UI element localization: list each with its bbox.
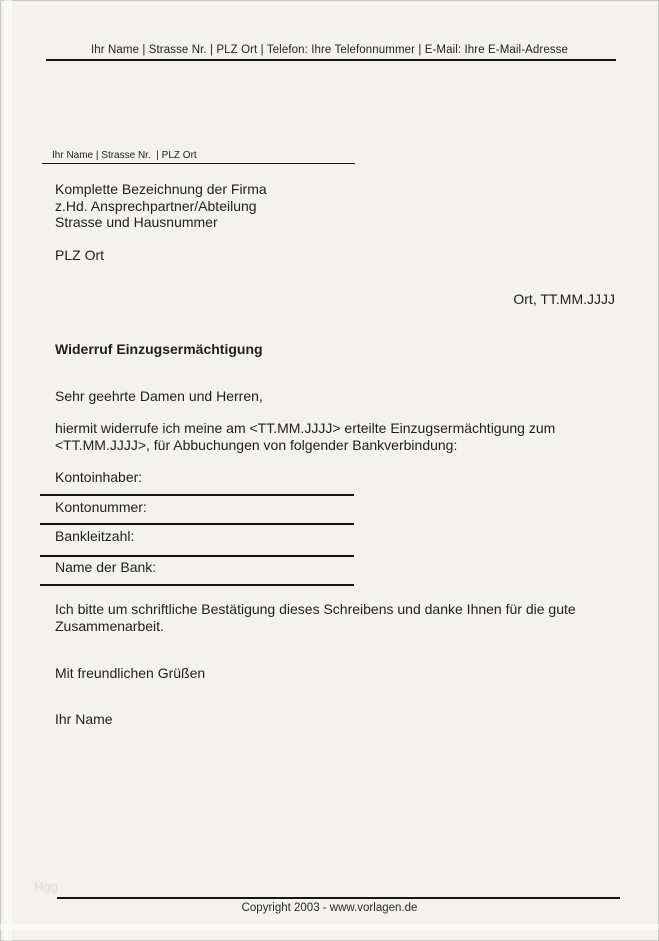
sender-rule [42,163,355,164]
field-label-kontoinhaber: Kontoinhaber: [55,469,143,485]
scan-edge-bottom [0,924,659,930]
footer-rule [57,897,620,899]
recipient-block [55,181,267,264]
scan-watermark-smudge: Hgg [34,879,58,894]
salutation: Sehr geehrte Damen und Herren, [55,388,263,404]
regards-line: Mit freundlichen Grüßen [55,665,206,681]
field-line-kontonummer [40,523,354,525]
body-paragraph: hiermit widerrufe ich meine am <TT.MM.JJJJ> erteilte Einzugsermächtigung zum <TT.MM.JJJJ>, für Abbuchungen von folgender Bankverbindung: [55,420,556,453]
scan-edge-left [4,0,12,941]
header-rule [46,59,616,61]
field-label-name-der-bank: Name der Bank: [55,559,157,575]
signature-name: Ihr Name [55,711,113,727]
recipient-attention: z.Hd. Ansprechpartner/Abteilung [55,197,257,214]
recipient-gap [55,231,267,248]
field-line-bankleitzahl [40,555,354,557]
header-contact-line: Ihr Name | Strasse Nr. | PLZ Ort | Telefon: Ihre Telefonnummer | E-Mail: Ihre E-Mail-Adresse [90,44,569,56]
closing-paragraph: Ich bitte um schriftliche Bestätigung dieses Schreibens und danke Ihnen für die gute Zusammenarbeit. [55,601,576,634]
recipient-city: PLZ Ort [55,247,105,263]
field-line-kontoinhaber [40,494,354,496]
recipient-company: Komplette Bezeichnung der Firma [55,181,267,197]
recipient-street: Strasse und Hausnummer [55,214,218,230]
subject-line: Widerruf Einzugsermächtigung [55,341,263,357]
sender-line: Ihr Name | Strasse Nr. | PLZ Ort [52,150,197,161]
field-label-kontonummer: Kontonummer: [55,499,147,515]
field-label-bankleitzahl: Bankleitzahl: [55,528,135,544]
copyright-line: Copyright 2003 - www.vorlagen.de [241,902,418,914]
field-line-name-der-bank [40,584,354,586]
date-line: Ort, TT.MM.JJJJ [513,291,615,307]
